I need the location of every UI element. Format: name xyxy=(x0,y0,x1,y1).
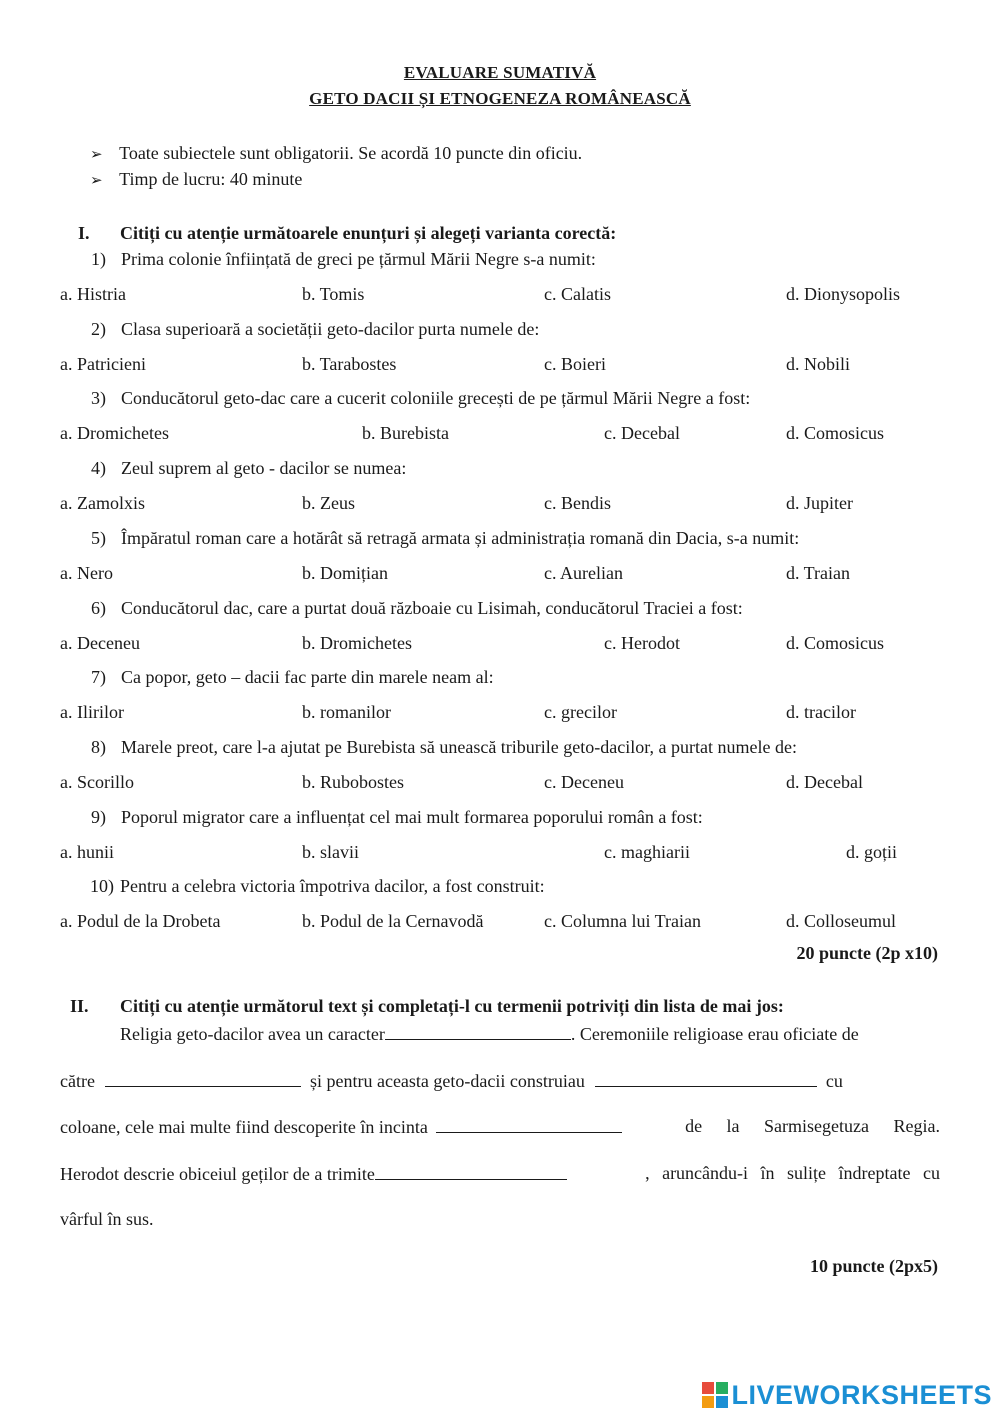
answer-option[interactable]: c. Aurelian xyxy=(544,562,623,583)
question-label: Clasa superioară a societății geto-dacilor purta numele de: xyxy=(121,318,540,339)
logo-text: LIVEWORKSHEETS xyxy=(731,1380,992,1410)
question-text xyxy=(91,319,539,340)
question-number: 8) xyxy=(91,736,106,757)
instruction-text: Toate subiectele sunt obligatorii. Se acordă 10 puncte din oficiu. xyxy=(119,143,583,163)
fill-text: coloane, cele mai multe fiind descoperite în incinta xyxy=(60,1117,428,1137)
answer-option[interactable]: b. Burebista xyxy=(362,423,449,444)
answer-option[interactable]: c. Herodot xyxy=(604,632,680,653)
fill-text: de la Sarmisegetuza Regia. xyxy=(685,1116,940,1136)
answer-option[interactable]: d. Decebal xyxy=(786,771,863,792)
fill-text: , aruncându-i în sulițe îndreptate cu xyxy=(645,1163,940,1183)
answer-option[interactable]: c. Columna lui Traian xyxy=(544,911,701,932)
answer-option[interactable]: d. Comosicus xyxy=(786,632,885,653)
question-text xyxy=(90,876,545,897)
answer-option[interactable]: b. Tarabostes xyxy=(302,353,397,374)
fill-text: cu xyxy=(825,1071,843,1091)
question-text xyxy=(91,388,750,409)
question-number: 3) xyxy=(91,388,106,409)
question-number: 5) xyxy=(91,527,106,548)
blank-field-1[interactable] xyxy=(385,1023,571,1040)
section-1-numeral: I. xyxy=(78,223,90,243)
fill-text-line-5: vârful în sus. xyxy=(60,1209,154,1229)
question-label: Prima colonie înființată de greci pe țărmul Mării Negre s-a numit: xyxy=(121,249,596,269)
question-label: Pentru a celebra victoria împotriva dacilor, a fost construit: xyxy=(120,876,545,897)
question-number: 4) xyxy=(91,458,106,479)
question-text xyxy=(91,528,799,549)
question-text xyxy=(91,598,743,619)
fill-text: Herodot descrie obiceiul geților de a trimite xyxy=(60,1164,375,1184)
answer-option[interactable]: a. Podul de la Drobeta xyxy=(60,911,221,932)
blank-field-3[interactable] xyxy=(595,1070,817,1087)
question-text xyxy=(91,667,494,688)
answer-option[interactable]: b. Domițian xyxy=(302,562,388,583)
question-label: Zeul suprem al geto - dacilor se numea: xyxy=(121,458,407,479)
page-title: EVALUARE SUMATIVĂ xyxy=(403,63,597,82)
question-number: 7) xyxy=(91,667,106,688)
question-label: Poporul migrator care a influențat cel mai mult formarea poporului român a fost: xyxy=(121,806,703,827)
answer-option[interactable]: a. Zamolxis xyxy=(60,493,145,514)
blank-field-5[interactable] xyxy=(375,1163,567,1180)
section-2-numeral: II. xyxy=(70,996,89,1016)
answer-option[interactable]: a. Patricieni xyxy=(60,353,146,374)
instruction-item xyxy=(90,143,582,164)
answer-option[interactable]: d. Dionysopolis xyxy=(786,284,901,304)
answer-option[interactable]: b. Zeus xyxy=(302,493,355,514)
question-number: 1) xyxy=(91,249,106,269)
blank-field-2[interactable] xyxy=(105,1070,301,1087)
question-text xyxy=(91,737,797,758)
liveworksheets-logo-icon xyxy=(702,1382,728,1408)
answer-option[interactable]: a. Ilirilor xyxy=(60,702,124,723)
answer-option[interactable]: c. Bendis xyxy=(544,493,611,514)
section-2-heading: Citiți cu atenție următorul text și completați-l cu termenii potriviți din lista de mai jos: xyxy=(120,996,784,1016)
question-label: Marele preot, care l-a ajutat pe Burebista să unească triburile geto-dacilor, a purtat numele de: xyxy=(121,736,797,757)
answer-option[interactable]: b. Tomis xyxy=(302,284,365,304)
fill-text: . Ceremoniile religioase erau oficiate de xyxy=(570,1024,859,1044)
answer-option[interactable]: c. Deceneu xyxy=(544,771,624,792)
answer-option[interactable]: a. Dromichetes xyxy=(60,423,169,444)
answer-option[interactable]: d. goții xyxy=(846,841,898,862)
answer-option[interactable]: a. Histria xyxy=(60,284,126,304)
question-number: 9) xyxy=(91,806,106,827)
liveworksheets-logo xyxy=(702,1380,992,1411)
answer-option[interactable]: d. Nobili xyxy=(786,353,851,374)
answer-option[interactable]: a. Deceneu xyxy=(60,632,140,653)
fill-text: către xyxy=(60,1071,95,1091)
answer-option[interactable]: a. Nero xyxy=(60,562,113,583)
fill-text-line-2 xyxy=(60,1070,843,1092)
answer-option[interactable]: b. Rubobostes xyxy=(302,771,405,792)
answer-option[interactable]: d. Comosicus xyxy=(786,423,885,444)
instruction-item xyxy=(90,169,302,190)
question-label: Împăratul roman care a hotărât să retragă armata și administrația romană din Dacia, s-a numit: xyxy=(121,527,800,548)
answer-option[interactable]: c. Boieri xyxy=(544,353,606,374)
question-number: 6) xyxy=(91,597,106,618)
answer-option[interactable]: c. grecilor xyxy=(544,702,617,723)
answer-option[interactable]: d. Jupiter xyxy=(786,493,853,514)
fill-text-line-3 xyxy=(60,1116,940,1138)
question-text xyxy=(91,249,596,270)
answer-option[interactable]: d. Traian xyxy=(786,562,851,583)
page-subtitle: GETO DACII ȘI ETNOGENEZA ROMÂNEASCĂ xyxy=(309,89,691,108)
answer-option[interactable]: c. Calatis xyxy=(544,284,611,304)
fill-text-line-4 xyxy=(60,1163,940,1185)
answer-option[interactable]: d. Colloseumul xyxy=(786,911,897,932)
section-2-points: 10 puncte (2px5) xyxy=(809,1256,938,1276)
answer-option[interactable]: b. Dromichetes xyxy=(302,632,412,653)
question-number: 2) xyxy=(91,318,106,339)
section-1-heading: Citiți cu atenție următoarele enunțuri și alegeți varianta corectă: xyxy=(120,223,617,243)
question-text xyxy=(91,458,406,479)
answer-option[interactable]: a. hunii xyxy=(60,841,114,862)
blank-field-4[interactable] xyxy=(436,1116,622,1133)
answer-option[interactable]: b. romanilor xyxy=(302,702,391,723)
question-number: 10) xyxy=(90,876,114,897)
arrow-bullet-icon: ➢ xyxy=(90,173,103,189)
answer-option[interactable]: b. slavii xyxy=(302,841,359,862)
question-label: Conducătorul geto-dac care a cucerit coloniile grecești de pe țărmul Mării Negre a fost: xyxy=(121,388,751,409)
answer-option[interactable]: b. Podul de la Cernavodă xyxy=(302,911,484,932)
question-label: Conducătorul dac, care a purtat două războaie cu Lisimah, conducătorul Traciei a fost: xyxy=(121,597,743,618)
instruction-text: Timp de lucru: 40 minute xyxy=(119,169,303,189)
fill-text-line-1 xyxy=(120,1023,859,1045)
question-label: Ca popor, geto – dacii fac parte din marele neam al: xyxy=(121,667,494,688)
answer-option[interactable]: c. Decebal xyxy=(604,423,680,444)
question-text xyxy=(91,807,703,828)
fill-text: Religia geto-dacilor avea un caracter xyxy=(120,1024,385,1044)
answer-option[interactable]: a. Scorillo xyxy=(60,771,134,792)
answer-option[interactable]: d. tracilor xyxy=(786,702,856,723)
answer-option[interactable]: c. maghiarii xyxy=(604,841,690,862)
section-1-points: 20 puncte (2p x10) xyxy=(796,943,938,963)
arrow-bullet-icon: ➢ xyxy=(90,147,103,163)
fill-text: și pentru aceasta geto-dacii construiau xyxy=(309,1071,585,1091)
